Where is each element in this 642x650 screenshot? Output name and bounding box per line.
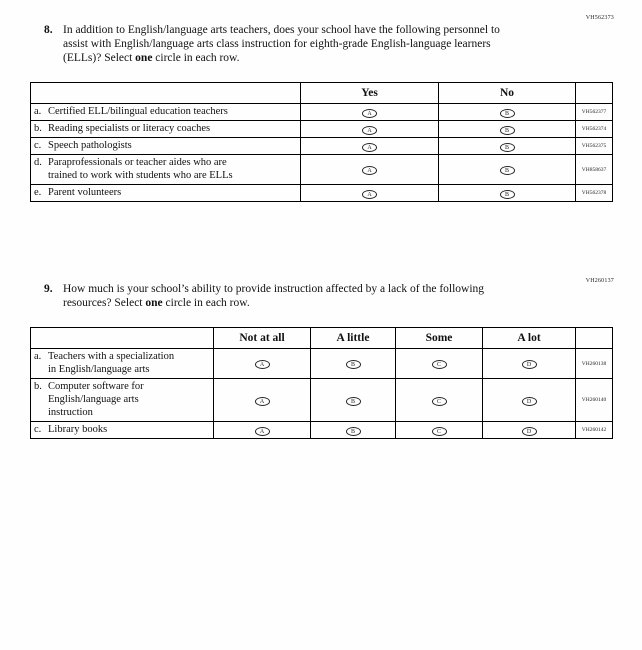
- oval-letter: A: [367, 110, 372, 117]
- question-8: [44, 23, 522, 65]
- row-text: Teachers with a specialization in English/language arts: [48, 351, 175, 375]
- row-label-cell: [31, 185, 301, 202]
- row-code: VH562374: [576, 121, 613, 138]
- question-8-text-part1: In addition to English/language arts teachers, does your school have the following personnel to assist with English/language arts class instruction for eighth-grade English-language learners (ELLs)? Select: [63, 24, 500, 64]
- option-cell-no: [439, 121, 576, 138]
- table-row: [31, 121, 613, 138]
- question-9-text-bold: one: [145, 297, 163, 309]
- row-code: VH562375: [576, 138, 613, 155]
- table-row: [31, 379, 613, 422]
- oval-letter: B: [504, 110, 509, 117]
- row-letter: e.: [34, 187, 42, 198]
- oval-letter: C: [436, 398, 441, 405]
- oval-letter: C: [436, 428, 441, 435]
- oval-letter: D: [526, 428, 532, 435]
- oval-letter: B: [504, 144, 509, 151]
- response-oval[interactable]: [255, 427, 270, 436]
- oval-letter: B: [350, 428, 355, 435]
- row-label-cell: [31, 379, 214, 422]
- oval-letter: A: [367, 144, 372, 151]
- oval-letter: B: [350, 362, 355, 368]
- question-9: [44, 282, 522, 310]
- option-cell-yes: [301, 104, 439, 121]
- header-yes: Yes: [301, 83, 439, 104]
- oval-letter: C: [436, 362, 441, 368]
- question-9-text-part1: How much is your school’s ability to provide instruction affected by a lack of the following resources? Select: [63, 283, 485, 309]
- option-cell-some: [396, 379, 483, 422]
- response-oval[interactable]: [362, 166, 377, 175]
- row-letter: b.: [34, 381, 42, 392]
- question-8-text-bold: one: [135, 52, 153, 64]
- row-code: VH260138: [576, 349, 613, 379]
- header-no: No: [439, 83, 576, 104]
- option-cell-no: [439, 155, 576, 185]
- response-oval[interactable]: [522, 427, 537, 436]
- question-8-text-part2: circle in each row.: [152, 52, 240, 64]
- row-letter: c.: [34, 140, 42, 151]
- option-cell-a-little: [311, 349, 396, 379]
- row-text: Certified ELL/bilingual education teachers: [48, 106, 228, 117]
- row-text: Reading specialists or literacy coaches: [48, 123, 211, 134]
- response-oval[interactable]: [255, 397, 270, 406]
- row-letter: a.: [34, 351, 42, 362]
- table-row: [31, 422, 613, 439]
- row-letter: b.: [34, 123, 42, 134]
- header-not-at-all: Not at all: [214, 328, 311, 349]
- response-oval[interactable]: [432, 397, 447, 406]
- question-9-text-part2: circle in each row.: [162, 297, 250, 309]
- response-oval[interactable]: [500, 190, 515, 199]
- question-8-text: [63, 23, 522, 65]
- row-text: Parent volunteers: [48, 187, 122, 198]
- oval-letter: D: [526, 362, 532, 368]
- response-oval[interactable]: [362, 126, 377, 135]
- response-oval[interactable]: [346, 360, 361, 369]
- option-cell-no: [439, 185, 576, 202]
- option-cell-a-lot: [483, 349, 576, 379]
- option-cell-a-lot: [483, 379, 576, 422]
- row-label-cell: [31, 422, 214, 439]
- row-text: Paraprofessionals or teacher aides who are trained to work with students who are ELLs: [48, 157, 233, 181]
- table-row: [31, 155, 613, 185]
- option-cell-some: [396, 422, 483, 439]
- option-cell-a-little: [311, 379, 396, 422]
- row-letter: d.: [34, 157, 42, 168]
- response-oval[interactable]: [522, 397, 537, 406]
- table-row: [31, 104, 613, 121]
- question-8-table: [30, 82, 613, 202]
- header-code-cell: [576, 83, 613, 104]
- row-label-cell: [31, 121, 301, 138]
- response-oval[interactable]: [362, 143, 377, 152]
- oval-letter: A: [367, 168, 372, 174]
- header-empty-cell: [31, 83, 301, 104]
- option-cell-yes: [301, 155, 439, 185]
- oval-letter: A: [367, 127, 372, 134]
- option-cell-a-lot: [483, 422, 576, 439]
- oval-letter: A: [259, 428, 265, 435]
- response-oval[interactable]: [362, 190, 377, 199]
- response-oval[interactable]: [500, 109, 515, 118]
- row-label-cell: [31, 349, 214, 379]
- oval-letter: A: [259, 362, 265, 368]
- option-cell-yes: [301, 121, 439, 138]
- option-cell-no: [439, 138, 576, 155]
- question-9-table: [30, 327, 613, 439]
- row-label-cell: [31, 138, 301, 155]
- question-9-number: 9.: [44, 283, 53, 295]
- response-oval[interactable]: [432, 427, 447, 436]
- table-row: [31, 138, 613, 155]
- oval-letter: B: [504, 127, 509, 134]
- response-oval[interactable]: [346, 397, 361, 406]
- header-code-cell: [576, 328, 613, 349]
- oval-letter: B: [504, 168, 509, 174]
- oval-letter: B: [350, 398, 355, 405]
- row-label-cell: [31, 104, 301, 121]
- header-a-lot: A lot: [483, 328, 576, 349]
- header-a-little: A little: [311, 328, 396, 349]
- question-9-text: [63, 282, 522, 310]
- question-8-code: VH562373: [585, 15, 614, 21]
- row-letter: c.: [34, 424, 42, 435]
- row-code: VH562378: [576, 185, 613, 202]
- response-oval[interactable]: [522, 360, 537, 369]
- row-code: VH260142: [576, 422, 613, 439]
- table-row: [31, 349, 613, 379]
- option-cell-yes: [301, 185, 439, 202]
- table-row: [31, 185, 613, 202]
- oval-letter: A: [367, 191, 372, 198]
- option-cell-yes: [301, 138, 439, 155]
- response-oval[interactable]: [500, 126, 515, 135]
- row-code: VH858637: [576, 155, 613, 185]
- row-text: Library books: [48, 424, 108, 435]
- row-code: VH260140: [576, 379, 613, 422]
- response-oval[interactable]: [500, 166, 515, 175]
- option-cell-not-at-all: [214, 349, 311, 379]
- row-text: Speech pathologists: [48, 140, 132, 151]
- row-letter: a.: [34, 106, 42, 117]
- oval-letter: D: [526, 398, 532, 405]
- table-header-row: [31, 83, 613, 104]
- response-oval[interactable]: [500, 143, 515, 152]
- option-cell-no: [439, 104, 576, 121]
- option-cell-some: [396, 349, 483, 379]
- response-oval[interactable]: [346, 427, 361, 436]
- header-some: Some: [396, 328, 483, 349]
- row-code: VH562377: [576, 104, 613, 121]
- question-9-code: VH260137: [585, 278, 614, 284]
- header-empty-cell: [31, 328, 214, 349]
- response-oval[interactable]: [255, 360, 270, 369]
- oval-letter: B: [504, 191, 509, 198]
- response-oval[interactable]: [362, 109, 377, 118]
- response-oval[interactable]: [432, 360, 447, 369]
- question-8-number: 8.: [44, 24, 53, 36]
- oval-letter: A: [259, 398, 265, 405]
- table-header-row: [31, 328, 613, 349]
- row-label-cell: [31, 155, 301, 185]
- option-cell-not-at-all: [214, 422, 311, 439]
- row-text: Computer software for English/language arts instruction: [48, 381, 144, 418]
- option-cell-not-at-all: [214, 379, 311, 422]
- option-cell-a-little: [311, 422, 396, 439]
